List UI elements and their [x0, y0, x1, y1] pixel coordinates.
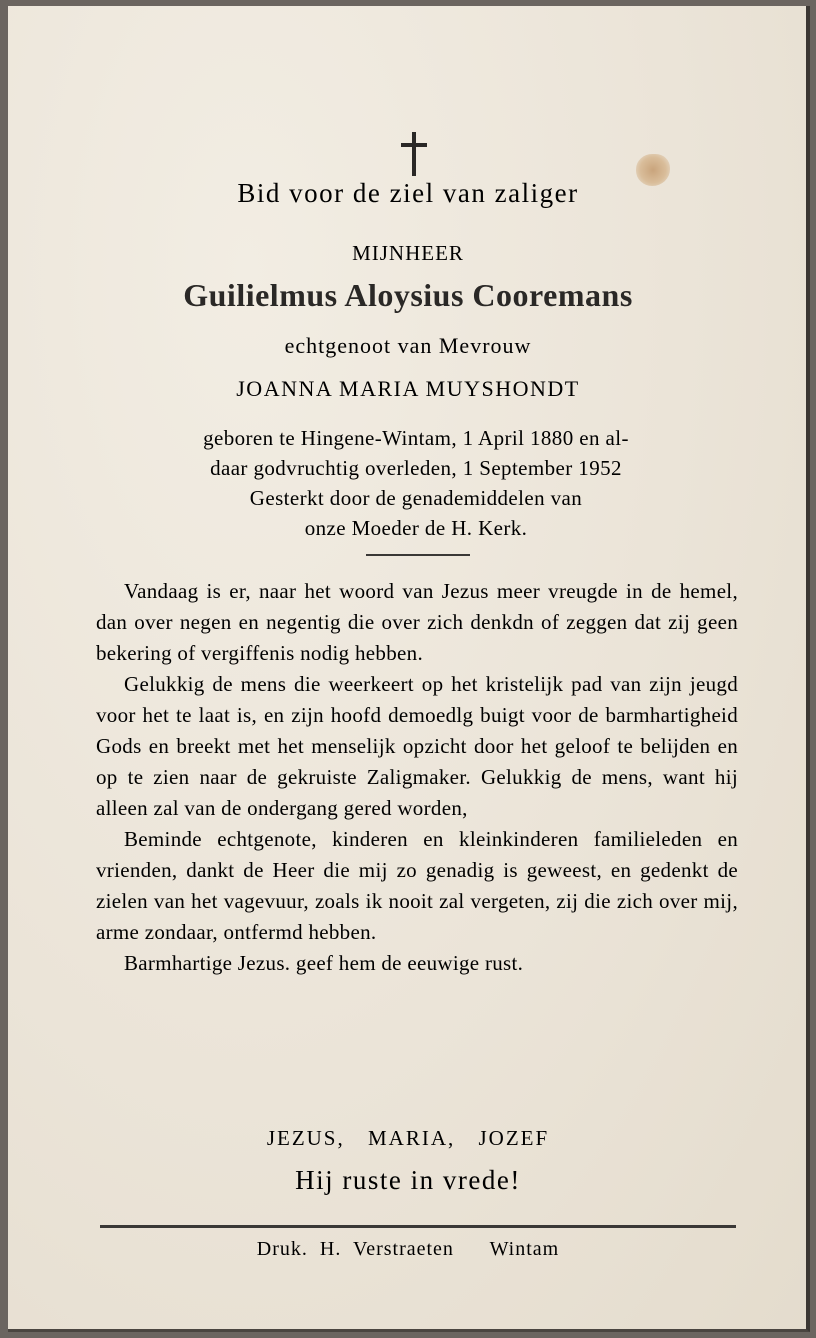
cross-icon	[0, 128, 816, 180]
prayer-request: Bid voor de ziel van zaliger	[237, 178, 579, 208]
paragraph-1: Vandaag is er, naar het woord van Jezus meer vreugde in de hemel, dan over negen en negentig die over zich denkdn of zeggen dat zij geen bekering of vergiffenis nodig hebben.	[96, 579, 738, 665]
short-divider	[366, 554, 470, 556]
rest-in-peace: Hij ruste in vrede!	[295, 1165, 521, 1195]
paragraph-2: Gelukkig de mens die weerkeert op het kristelijk pad van zijn jeugd voor het te laat is, en zijn hoofd demoedlg buigt voor de barmhartigheid Gods en breekt met het menselijk opzicht door het geloof te belijden en op te zien naar de gekruiste Zaligmaker. Gelukkig de mens, want hij alleen zal van de ondergang gered worden,	[96, 672, 738, 820]
paragraph-3: Beminde echtgenote, kinderen en kleinkinderen familieleden en vrienden, dankt de Heer die mij zo genadig is geweest, en gedenkt de zielen van het vagevuur, zoals ik nooit zal vergeten, zij die zich over mij, arme zondaar, ontfermd hebben.	[96, 827, 738, 944]
invocation: JEZUS, MARIA, JOZEF	[266, 1126, 550, 1150]
birth-line-1: geboren te Hingene-Wintam, 1 April 1880 en al-	[203, 426, 629, 450]
footer-divider	[100, 1225, 736, 1228]
spouse-intro: echtgenoot van Mevrouw	[284, 333, 532, 358]
closing-prayer: Barmhartige Jezus. geef hem de eeuwige rust.	[124, 951, 524, 975]
birth-line-2: daar godvruchtig overleden, 1 September 1952	[210, 456, 622, 480]
honorific: MIJNHEER	[352, 241, 464, 265]
birth-line-4: onze Moeder de H. Kerk.	[304, 516, 528, 540]
deceased-name: Guilielmus Aloysius Cooremans	[183, 277, 633, 313]
birth-line-3: Gesterkt door de genademiddelen van	[249, 486, 583, 510]
spouse-name: JOANNA MARIA MUYSHONDT	[236, 376, 580, 401]
printer-credit: Druk. H. Verstraeten Wintam	[256, 1238, 560, 1260]
birth-death-details	[96, 423, 736, 543]
memorial-text	[96, 576, 738, 979]
